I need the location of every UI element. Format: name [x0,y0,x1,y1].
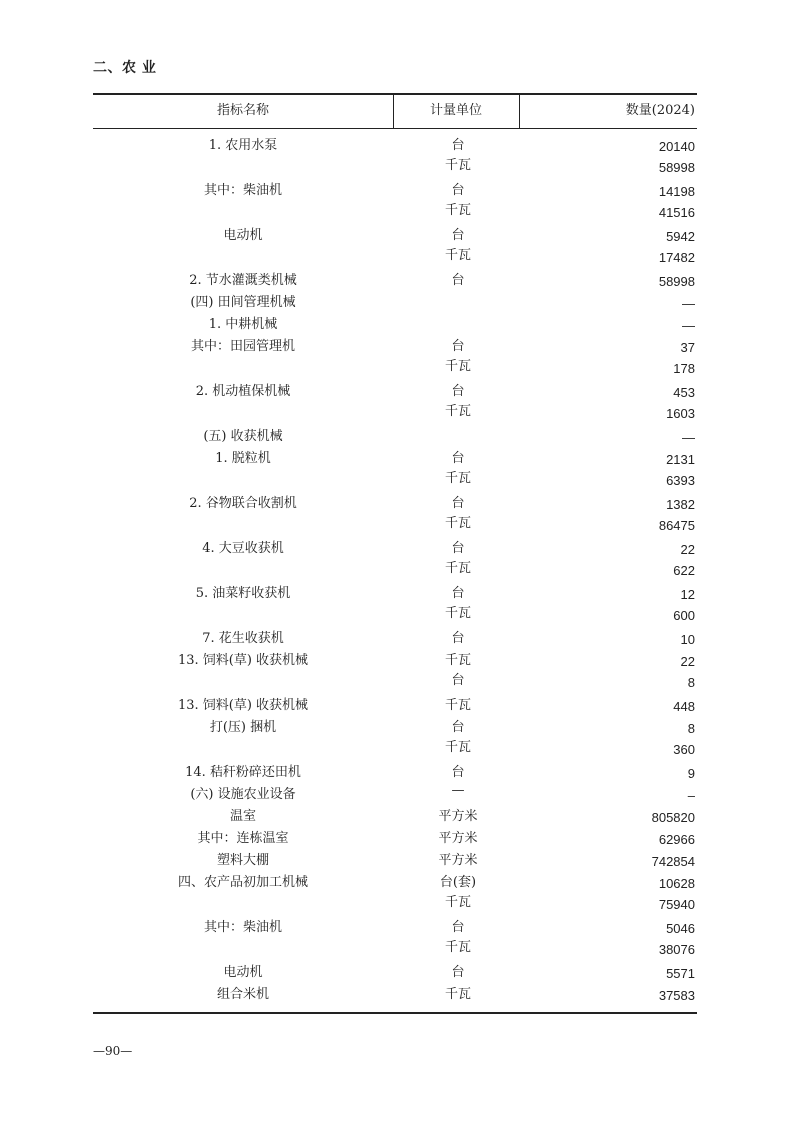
table-row [93,647,697,692]
row-name: 2. 节水灌溉类机械 [189,273,297,288]
row-value: 6393 [666,473,695,488]
table-row [93,490,697,535]
table-row [93,914,697,959]
row-value: 5942 [666,229,695,244]
row-value: 22 [680,654,695,669]
row-unit: 台 [451,631,465,646]
table-row [93,692,697,714]
table-row [93,423,697,445]
row-name: 2. 机动植保机械 [195,384,291,399]
row-value: 453 [673,385,695,400]
row-name: 2. 谷物联合收割机 [189,496,297,511]
row-name: 其中：连栋温室 [197,831,289,846]
table-row [93,132,697,177]
row-value: — [682,296,695,311]
row-name: 13. 饲料(草) 收获机械 [177,698,309,713]
header-unit: 计量单位 [429,103,482,118]
row-name: 电动机 [223,228,263,243]
row-value: 20140 [658,139,695,154]
row-name: 温室 [229,809,256,824]
row-name: 1. 农用水泵 [208,138,278,153]
row-unit: 台 [451,138,465,153]
row-unit: 台 [451,384,465,399]
row-name: 其中：田园管理机 [190,339,295,354]
row-value: 22 [680,542,695,557]
table-row [93,781,697,803]
row-unit: 平方米 [438,809,478,824]
row-value: 17482 [658,250,695,265]
header-name: 指标名称 [216,103,269,118]
table-row [93,714,697,759]
row-unit: 千瓦 [444,895,471,910]
row-unit: 台 [451,965,465,980]
row-unit: 千瓦 [444,203,471,218]
row-unit: 千瓦 [444,248,471,263]
table-row [93,869,697,914]
table-row [93,803,697,825]
row-name: 5. 油菜籽收获机 [195,586,291,601]
row-value: 600 [673,608,695,623]
row-value: 8 [687,721,695,736]
row-value: 8 [687,675,695,690]
row-name: 四、农产品初加工机械 [177,875,308,890]
row-value: – [687,788,695,803]
row-value: — [682,430,695,445]
row-value: 86475 [658,518,695,533]
row-value: 5571 [666,966,695,981]
row-value: 1382 [666,497,695,512]
row-unit: 千瓦 [444,653,471,668]
row-name: 1. 中耕机械 [208,317,278,332]
row-name: 其中：柴油机 [203,920,282,935]
row-value: 37583 [658,988,695,1003]
table-row [93,445,697,490]
row-unit: 平方米 [438,853,478,868]
page-number: —90— [93,1044,133,1058]
row-value: 178 [673,361,695,376]
row-unit: 千瓦 [444,359,471,374]
row-name: 电动机 [223,965,263,980]
row-unit: 千瓦 [444,987,471,1002]
row-unit: 台 [451,920,465,935]
row-value: 75940 [658,897,695,912]
table-row [93,222,697,267]
table-row [93,289,697,311]
row-name: 13. 饲料(草) 收获机械 [177,653,309,668]
table-row [93,580,697,625]
row-name: 组合米机 [216,987,269,1002]
row-value: 448 [673,699,695,714]
row-name: 4. 大豆收获机 [202,541,284,556]
row-unit: 台 [451,720,465,735]
table-row [93,378,697,423]
row-value: 9 [687,766,695,781]
row-unit: 千瓦 [444,471,471,486]
row-unit: 千瓦 [444,516,471,531]
row-unit: 平方米 [438,831,478,846]
row-value: 12 [680,587,695,602]
section-title: 二、农 业 [93,60,157,76]
table-row [93,177,697,222]
table-body [93,128,697,1010]
row-value: 742854 [651,854,695,869]
row-unit: 台 [451,451,465,466]
row-value: 622 [673,563,695,578]
row-value: 360 [673,742,695,757]
row-unit: 台 [451,183,465,198]
row-value: 10628 [658,876,695,891]
row-unit: — [451,783,465,798]
row-unit: 台(套) [439,875,477,890]
row-value: — [682,318,695,333]
row-value: 1603 [666,406,695,421]
header-value: 数量(2024) [625,103,695,118]
row-unit: 千瓦 [444,158,471,173]
row-name: (六) 设施农业设备 [190,787,296,802]
table-row [93,959,697,981]
row-value: 5046 [666,921,695,936]
table-row [93,535,697,580]
row-unit: 千瓦 [444,698,471,713]
table-bottom-rule [93,1012,697,1014]
row-name: 14. 秸秆粉碎还田机 [185,765,301,780]
row-unit: 千瓦 [444,561,471,576]
row-unit: 台 [451,339,465,354]
row-unit: 台 [451,273,465,288]
table-row [93,825,697,847]
row-name: 其中：柴油机 [203,183,282,198]
row-name: (四) 田间管理机械 [190,295,296,310]
row-value: 10 [680,632,695,647]
row-unit: 千瓦 [444,404,471,419]
row-unit: 台 [451,228,465,243]
row-value: 41516 [658,205,695,220]
table-row [93,847,697,869]
row-value: 805820 [651,810,695,825]
row-unit: 台 [451,765,465,780]
row-unit: 台 [451,673,465,688]
row-value: 58998 [658,274,695,289]
row-unit: 千瓦 [444,740,471,755]
row-value: 14198 [658,184,695,199]
row-name: 塑料大棚 [216,853,269,868]
row-value: 2131 [666,452,695,467]
row-value: 58998 [658,160,695,175]
row-unit: 千瓦 [444,940,471,955]
table-row [93,333,697,378]
table-row [93,267,697,289]
row-value: 38076 [658,942,695,957]
row-unit: 千瓦 [444,606,471,621]
row-name: (五) 收获机械 [203,429,283,444]
table-row [93,311,697,333]
row-name: 7. 花生收获机 [202,631,284,646]
row-name: 1. 脱粒机 [215,451,271,466]
row-value: 37 [680,340,695,355]
row-unit: 台 [451,586,465,601]
row-name: 打(压) 捆机 [209,720,277,735]
row-value: 62966 [658,832,695,847]
table-row [93,759,697,781]
table-row [93,981,697,1003]
row-unit: 台 [451,541,465,556]
row-unit: 台 [451,496,465,511]
table-row [93,625,697,647]
